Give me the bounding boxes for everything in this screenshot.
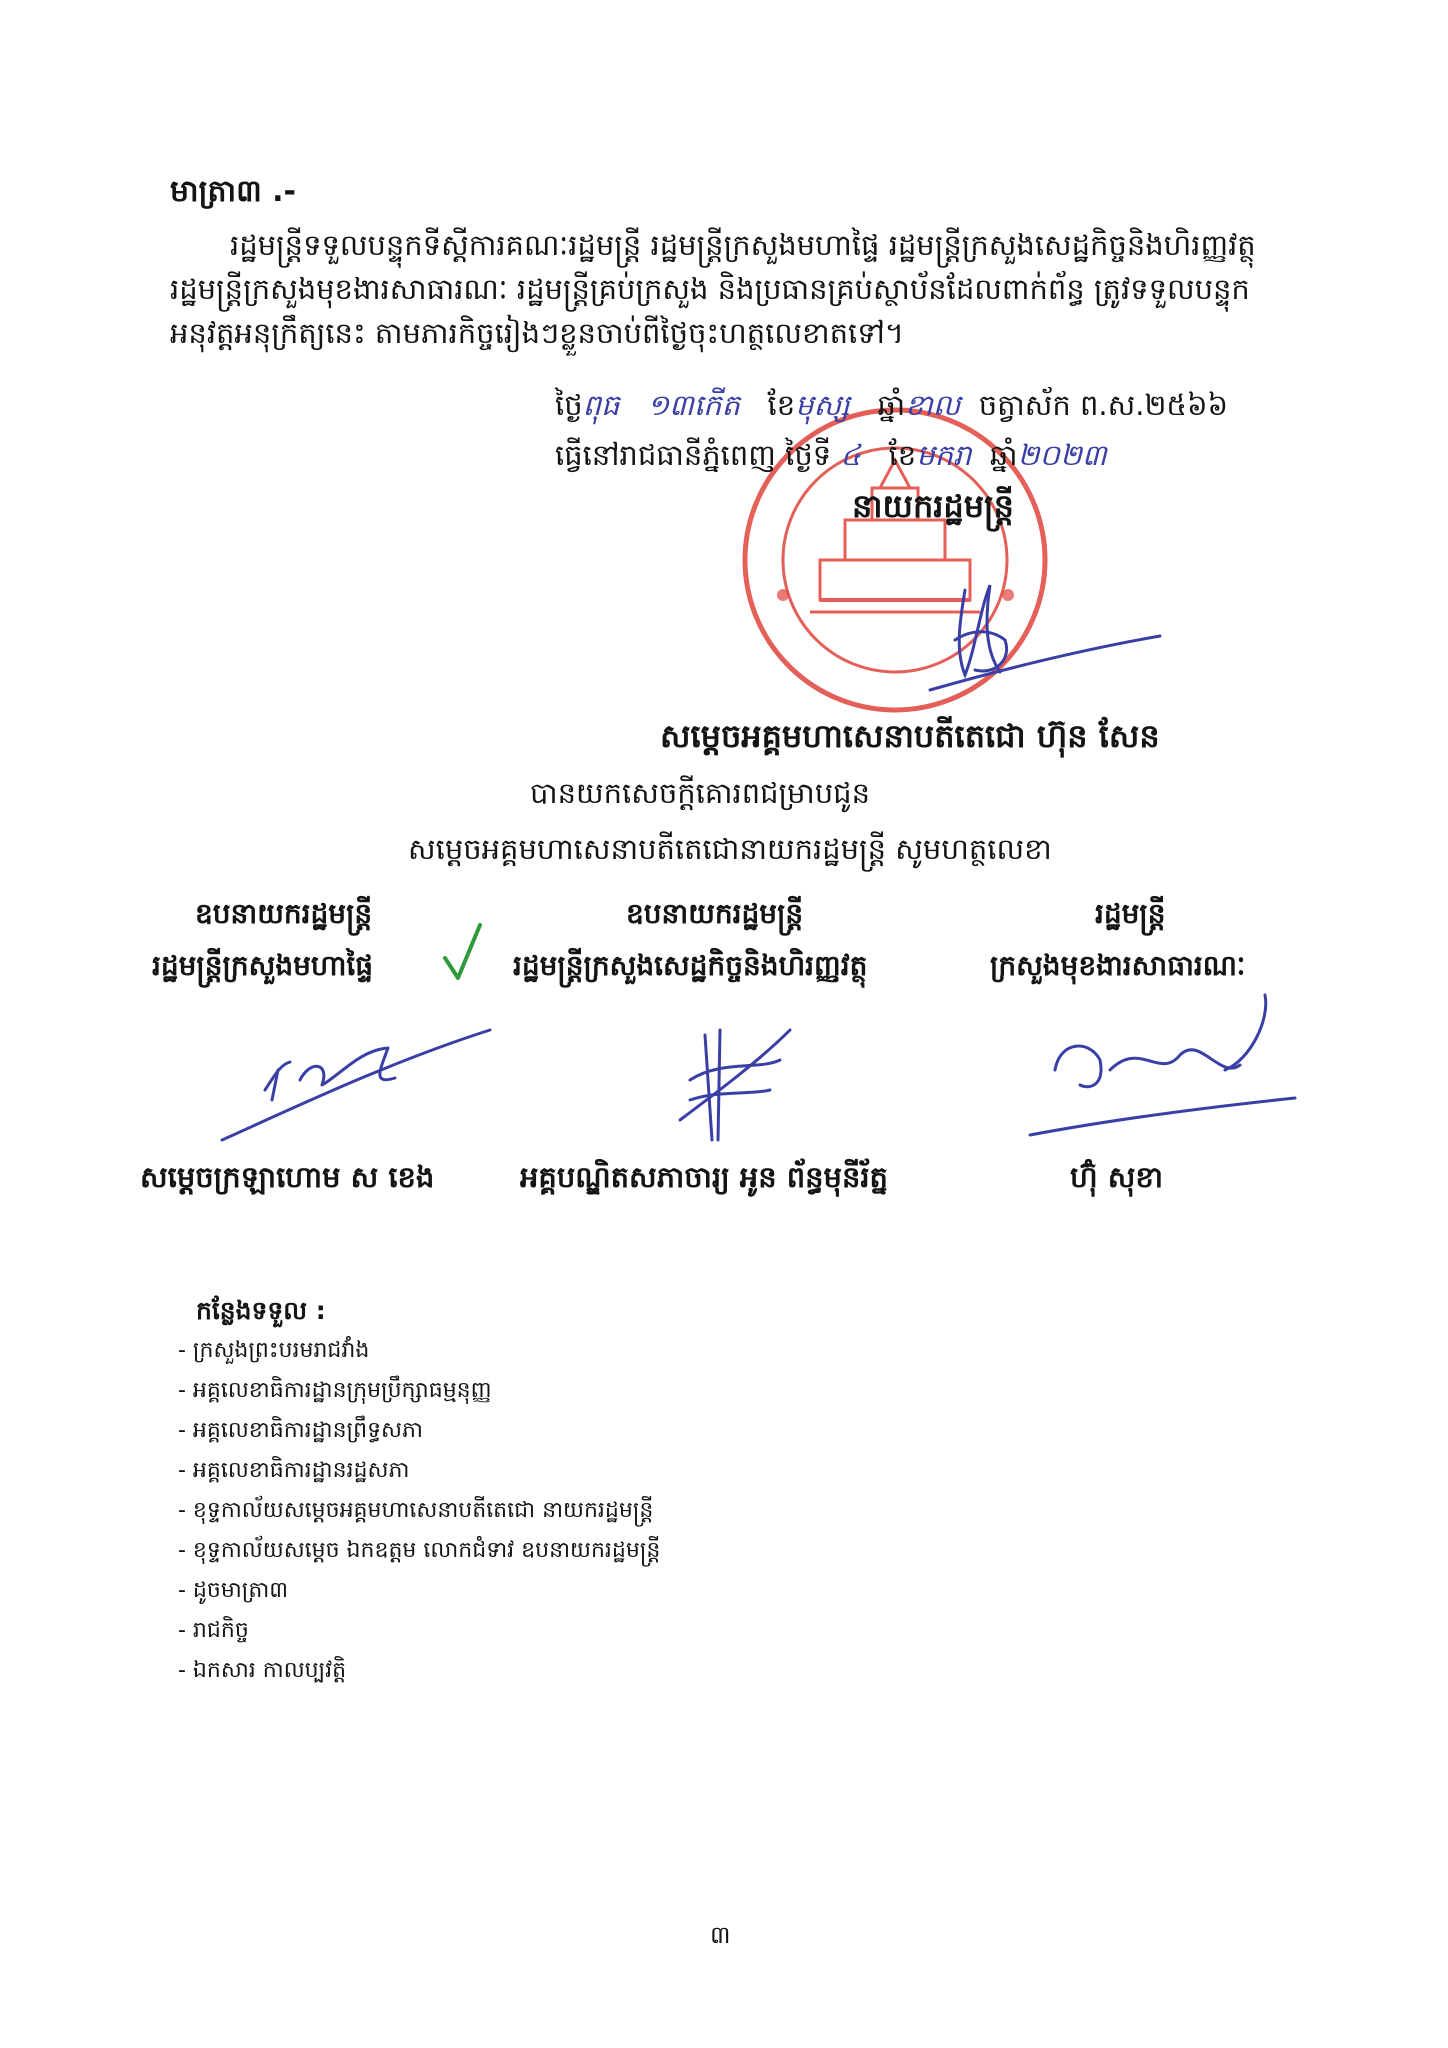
solar-day: ៤ (840, 438, 861, 472)
body-line-1: រដ្ឋមន្ត្រីទទួលបន្ទុកទីស្តីការគណៈរដ្ឋមន្ត្រី រដ្ឋមន្ត្រីក្រសួងមហាផ្ទៃ រដ្ឋមន្ត្រីក្រសួងសេដ្ឋកិច្ចនិងហិរញ្ញវត្ថុ (230, 228, 1256, 262)
signatory-2-name: អគ្គបណ្ឌិតសភាចារ្យ អូន ព័ន្ធមុនីរ័ត្ន (520, 1160, 888, 1194)
recipients-title: កន្លែងទទួល : (196, 1296, 326, 1325)
submission-line-2: សម្តេចអគ្គមហាសេនាបតីតេជោនាយករដ្ឋមន្ត្រី សូមហត្ថលេខា (408, 832, 1052, 866)
body-line-3: អនុវត្តអនុក្រឹត្យនេះ តាមភារកិច្ចរៀងៗខ្លួនចាប់ពីថ្ងៃចុះហត្ថលេខាតទៅ។ (170, 316, 904, 350)
lunar-month-prefix: ខែ (767, 388, 796, 422)
check-mark-icon (445, 925, 480, 978)
submission-line-1: បានយកសេចក្តីគោរពជម្រាបជូន (530, 776, 870, 810)
signatory-3-title-1: រដ្ឋមន្ត្រី (1095, 897, 1166, 930)
solar-month-prefix: ខែ (888, 438, 917, 472)
article-label: មាត្រា៣ .- (170, 174, 296, 209)
recipient-item: - រាជកិច្ច (178, 1618, 249, 1643)
solar-year-prefix: ឆ្នាំ (989, 438, 1018, 472)
pm-title: នាយករដ្ឋមន្ត្រី (852, 487, 1014, 525)
solar-month: មករា (916, 438, 972, 472)
signatory-1-name: សម្តេចក្រឡាហោម ស ខេង (140, 1160, 435, 1194)
recipient-item: - ក្រសួងព្រះបរមរាជវាំង (178, 1338, 370, 1363)
signatory-2-title-1: ឧបនាយករដ្ឋមន្ត្រី (626, 897, 804, 930)
recipient-item: - អគ្គលេខាធិការដ្ឋានក្រុមប្រឹក្សាធម្មនុញ្ញ (178, 1378, 492, 1403)
signatory-1-title-2: រដ្ឋមន្ត្រីក្រសួងមហាផ្ទៃ (152, 949, 374, 982)
recipient-item: - ដូចមាត្រា៣ (178, 1578, 289, 1603)
solar-prefix: ធ្វើនៅរាជធានីភ្នំពេញ ថ្ងៃទី (555, 438, 832, 472)
recipient-item: - អគ្គលេខាធិការដ្ឋានព្រឹទ្ធសភា (178, 1418, 423, 1443)
body-line-2: រដ្ឋមន្ត្រីក្រសួងមុខងារសាធារណៈ រដ្ឋមន្ត្រីគ្រប់ក្រសួង និងប្រធានគ្រប់ស្ថាប័នដែលពាក់ព័ន្ធ ត្រូវទទួលបន្ទុក (170, 272, 1250, 306)
signature-1 (222, 1030, 490, 1140)
lunar-year-prefix: ឆ្នាំ (877, 388, 906, 422)
recipient-item: - អគ្គលេខាធិការដ្ឋានរដ្ឋសភា (178, 1458, 410, 1483)
signatory-3-name: ហ៊ុំ សុខា (1070, 1160, 1163, 1194)
recipient-item: - ខុទ្ទកាល័យសម្តេច ឯកឧត្តម លោកជំទាវ ឧបនាយករដ្ឋមន្ត្រី (178, 1538, 661, 1563)
lunar-prefix: ថ្ងៃ (555, 388, 583, 422)
lunar-day: ពុធ (582, 388, 620, 422)
solar-year: ២០២៣ (1017, 438, 1107, 472)
pm-name: សម្តេចអគ្គមហាសេនាបតីតេជោ ហ៊ុន សែន (660, 717, 1160, 755)
signatory-1-title-1: ឧបនាយករដ្ឋមន្ត្រី (195, 897, 373, 930)
signatory-2-title-2: រដ្ឋមន្ត្រីក្រសួងសេដ្ឋកិច្ចនិងហិរញ្ញវត្ថុ (513, 949, 868, 982)
signature-3 (1030, 995, 1295, 1135)
recipient-item: - ឯកសារ កាលប្បវត្តិ (178, 1658, 347, 1683)
lunar-era: ចត្វាស័ក ព.ស.២៥៦៦ (978, 388, 1229, 422)
page-number: ៣ (710, 1921, 731, 1949)
lunar-animal-year: ខាល (905, 388, 961, 422)
signatory-3-title-2: ក្រសួងមុខងារសាធារណៈ (990, 949, 1246, 982)
recipient-item: - ខុទ្ទកាល័យសម្តេចអគ្គមហាសេនាបតីតេជោ នាយករដ្ឋមន្ត្រី (178, 1498, 654, 1523)
lunar-moon-day: ១៣កើត (647, 388, 740, 422)
lunar-month: មុស្ស (795, 388, 850, 422)
signature-2 (680, 1030, 790, 1140)
